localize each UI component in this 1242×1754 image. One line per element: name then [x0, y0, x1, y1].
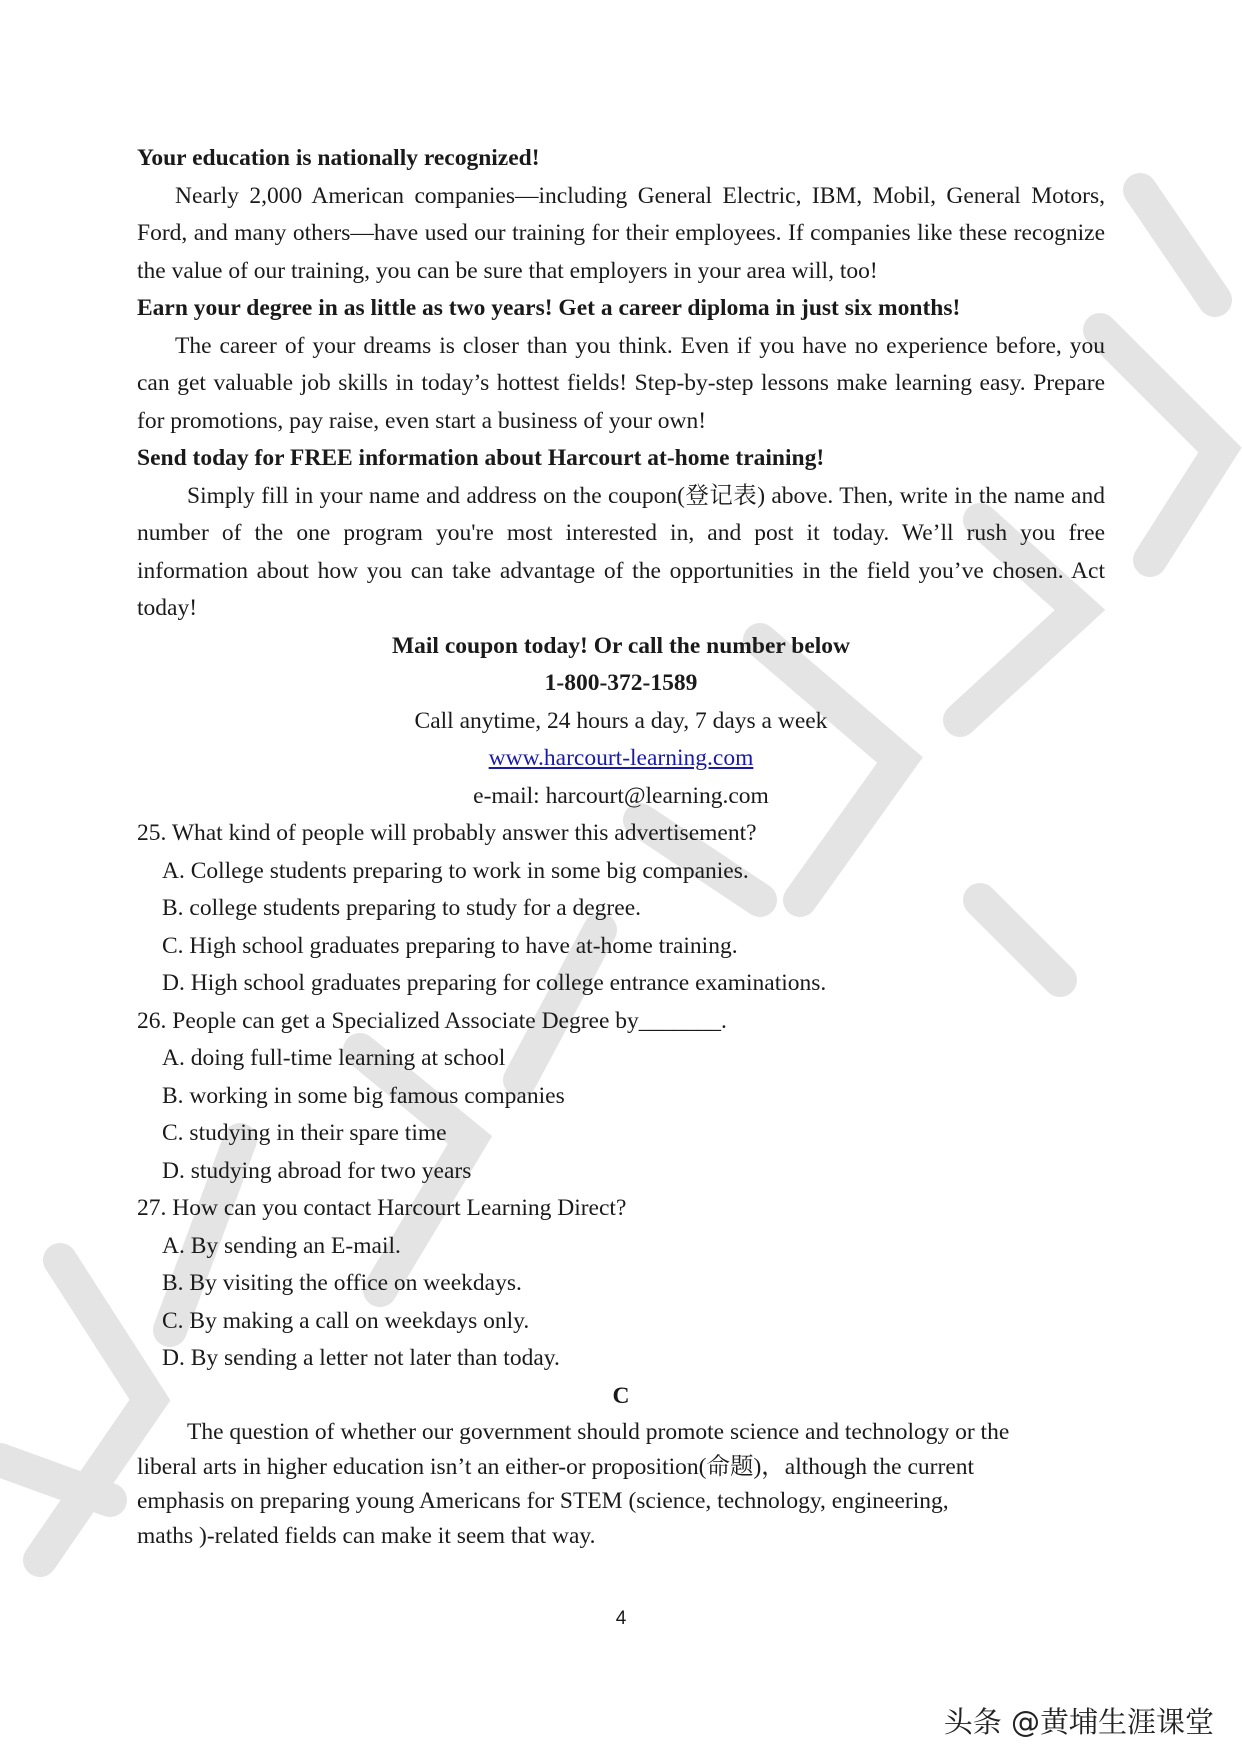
website-link[interactable]: www.harcourt-learning.com [488, 745, 754, 771]
footer-watermark: 头条 @黄埔生涯课堂 [943, 1705, 1214, 1739]
heading-free-info: Send today for FREE information about Harcourt at-home training! [137, 445, 825, 471]
phone-number: 1-800-372-1589 [544, 670, 698, 696]
document-body [137, 140, 1105, 1553]
contact-block [137, 628, 1105, 816]
passage-line: The question of whether our government should promote science and technology or the [187, 1419, 1010, 1445]
option-d: D. High school graduates preparing for college entrance examinations. [162, 970, 827, 996]
passage-line: liberal arts in higher education isn’t an either-or proposition(命题)，although the current [137, 1453, 975, 1480]
paragraph-coupon: Simply fill in your name and address on the coupon(登记表) above. Then, write in the name and number of the one program you're most interested in, and post it today. We’ll rush you free information about how you can take advantage of the opportunities in the field you’ve chosen. Act today! [137, 482, 1105, 621]
option-c: C. studying in their spare time [162, 1120, 447, 1146]
heading-degree: Earn your degree in as little as two years! Get a career diploma in just six months! [137, 295, 961, 321]
option-b: B. By visiting the office on weekdays. [162, 1270, 522, 1296]
paragraph-companies: Nearly 2,000 American companies—including General Electric, IBM, Mobil, General Motors, Ford, and many others—have used our training for their employees. If companies like these recognize the value of our training, you can be sure that employers in your area will, too! [137, 182, 1105, 284]
option-d: D. By sending a letter not later than today. [162, 1345, 560, 1371]
option-d: D. studying abroad for two years [162, 1157, 472, 1184]
passage-line: maths )-related fields can make it seem that way. [137, 1522, 596, 1549]
question-25 [137, 815, 1105, 1003]
question-stem: 27. How can you contact Harcourt Learning Direct? [137, 1195, 627, 1221]
option-b: B. college students preparing to study for a degree. [162, 895, 641, 921]
option-c: C. By making a call on weekdays only. [162, 1307, 530, 1334]
option-a: A. College students preparing to work in some big companies. [162, 857, 749, 884]
question-26 [137, 1003, 1105, 1191]
option-c: C. High school graduates preparing to have at-home training. [162, 932, 738, 959]
heading-recognized: Your education is nationally recognized! [137, 145, 540, 171]
option-a: A. doing full-time learning at school [162, 1045, 506, 1071]
mail-coupon-line: Mail coupon today! Or call the number below [391, 632, 851, 659]
question-stem: 25. What kind of people will probably answer this advertisement? [137, 820, 757, 846]
email-address: e-mail: harcourt@learning.com [473, 782, 769, 809]
call-hours: Call anytime, 24 hours a day, 7 days a week [414, 707, 828, 734]
section-c-label: C [612, 1382, 630, 1409]
option-b: B. working in some big famous companies [162, 1082, 565, 1109]
option-a: A. By sending an E-mail. [162, 1232, 401, 1259]
passage-line: emphasis on preparing young Americans for STEM (science, technology, engineering, [137, 1488, 949, 1514]
question-stem: 26. People can get a Specialized Associate Degree by_______. [137, 1007, 727, 1034]
paragraph-career: The career of your dreams is closer than you think. Even if you have no experience before, you can get valuable job skills in today’s hottest fields! Step-by-step lessons make learning easy. Prepare for promotions, pay raise, even start a business of your own! [137, 332, 1105, 434]
question-27 [137, 1190, 1105, 1378]
section-c-passage [137, 1415, 1105, 1553]
page-number: 4 [615, 1608, 627, 1629]
